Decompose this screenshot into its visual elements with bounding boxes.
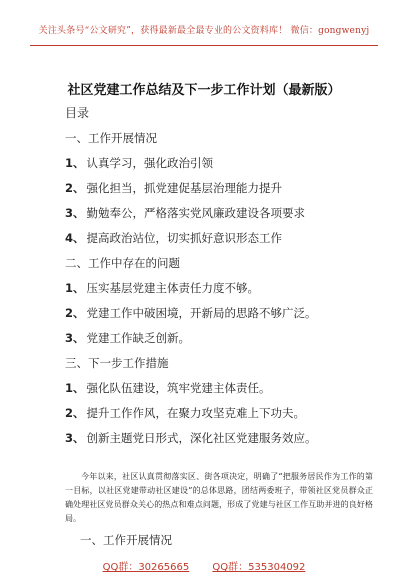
toc-section-heading: 三、下一步工作措施 (65, 356, 169, 370)
header-banner: 关注头条号“公文研究”，获得最新最全最专业的公文资料库！ 微信：gongwenyj (38, 26, 370, 36)
toc-item: 2、 党建工作中破困境，开新局的思路不够广泛。 (65, 306, 317, 320)
toc-item: 3、 党建工作缺乏创新。 (65, 331, 191, 345)
footer (0, 558, 408, 573)
toc-heading: 目录 (65, 106, 90, 120)
toc-item: 1、 认真学习，强化政治引领 (65, 156, 214, 170)
toc-section-heading: 二、工作中存在的问题 (65, 256, 180, 270)
toc-item: 2、 强化担当，抓党建促基层治理能力提升 (65, 181, 283, 195)
toc-item: 4、 提高政治站位，切实抓好意识形态工作 (65, 231, 283, 245)
toc-item: 3、 创新主题党日形式，深化社区党建服务效应。 (65, 431, 317, 445)
qq-group-link-2[interactable]: QQ群：535304092 (212, 562, 306, 573)
toc-item: 1、 压实基层党建主体责任力度不够。 (65, 281, 260, 295)
toc-item: 3、 勤勉奉公，严格落实党风廉政建设各项要求 (65, 206, 306, 220)
toc-item: 1、 强化队伍建设，筑牢党建主体责任。 (65, 381, 271, 395)
toc-item: 2、 提升工作作风，在聚力攻坚克难上下功夫。 (65, 406, 306, 420)
intro-paragraph: 今年以来，社区认真贯彻落实区、街各项决定，明确了“把服务居民作为工作的第一目标，以社区党建带动社区建设”的总体思路，团结两委班子，带领社区党员群众正确处理社区党员群众关心的热点和难点问题，形成了党建与社区工作互助并进的良好格局。 (65, 472, 373, 523)
toc-section-heading: 一、工作开展情况 (65, 131, 157, 145)
document-title: 社区党建工作总结及下一步工作计划（最新版） (67, 83, 341, 98)
header-divider (30, 45, 378, 46)
section-heading: 一、工作开展情况 (80, 533, 172, 547)
qq-group-link-1[interactable]: QQ群：30265665 (102, 562, 190, 573)
